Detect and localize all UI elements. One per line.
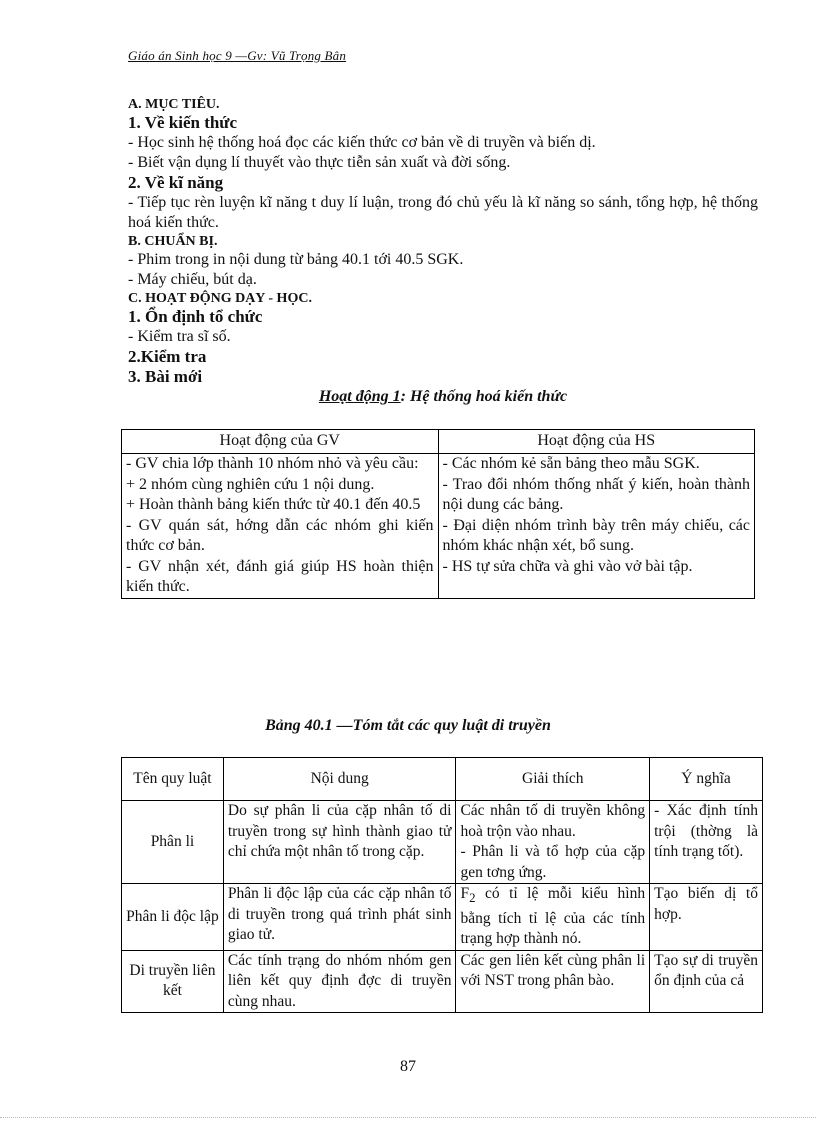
explanation-f-symbol: F xyxy=(460,885,470,902)
table-row xyxy=(122,884,763,951)
gv-activity-item: - GV quán sát, hớng dẫn các nhóm ghi kiến thức cơ bản. xyxy=(126,516,434,554)
genetics-laws-table xyxy=(121,757,763,1013)
gv-activity-item: + 2 nhóm cùng nghiên cứu 1 nội dung. xyxy=(126,475,375,493)
law-name-cell: Phân li xyxy=(122,801,224,884)
hs-activity-item: - HS tự sửa chữa và ghi vào vở bài tập. xyxy=(442,557,693,575)
page-edge-divider xyxy=(0,1117,816,1118)
section-c3-title: 3. Bài mới xyxy=(128,367,203,386)
meaning-cell: Tạo sự di truyền ổn định của cả xyxy=(650,950,763,1013)
law-name-cell: Phân li độc lập xyxy=(122,884,224,951)
section-1-title: 1. Về kiến thức xyxy=(128,113,238,132)
section-a-title: A. MỤC TIÊU. xyxy=(128,97,220,112)
table-row xyxy=(122,950,763,1013)
meaning-cell: Tạo biến dị tổ hợp. xyxy=(650,884,763,951)
section-c-title: C. HOẠT ĐỘNG DẠY - HỌC. xyxy=(128,291,312,306)
gv-column-header: Hoạt động của GV xyxy=(122,430,439,454)
explanation-cell: Các gen liên kết cùng phân li với NST trong phân bào. xyxy=(456,950,650,1013)
section-c2-title: 2.Kiểm tra xyxy=(128,347,207,366)
law-name-cell: Di truyền liên kết xyxy=(122,950,224,1013)
section-c1-line-1: - Kiểm tra sĩ số. xyxy=(128,328,231,345)
activity-label: Hoạt động 1 xyxy=(318,388,401,405)
activity-title xyxy=(128,387,758,407)
content-header: Nội dung xyxy=(223,758,456,801)
activity-table-row xyxy=(122,454,755,599)
section-b-title: B. CHUẨN BỊ. xyxy=(128,234,218,249)
explanation-text: có tỉ lệ mỗi kiểu hình bằng tích tỉ lệ của các tính trạng hợp thành nó. xyxy=(460,885,646,948)
page-number: 87 xyxy=(400,1058,416,1075)
section-b-line-2: - Máy chiếu, bút dạ. xyxy=(128,271,257,288)
gv-activity-item: + Hoàn thành bảng kiến thức từ 40.1 đến 40.5 xyxy=(126,496,421,513)
activity-table-header-row xyxy=(122,430,755,454)
explanation-line: - Phân li và tổ hợp của cặp gen tơng ứng. xyxy=(460,843,646,881)
section-2-title: 2. Về kĩ năng xyxy=(128,173,224,192)
page-header: Giáo án Sinh học 9 —Gv: Vũ Trọng Bân xyxy=(128,48,347,63)
hs-activity-item: - Các nhóm kẻ sẵn bảng theo mẫu SGK. xyxy=(442,455,700,472)
law-name-header: Tên quy luật xyxy=(122,758,224,801)
section-2-line-1: - Tiếp tục rèn luyện kĩ năng t duy lí luận, trong đó chủ yếu là kĩ năng so sánh, tổng hợp, hệ thống hoá kiến thức. xyxy=(128,194,758,231)
gv-activity-item: - GV chia lớp thành 10 nhóm nhỏ và yêu cầu: xyxy=(126,455,419,472)
gv-activity-item: - GV nhận xét, đánh giá giúp HS hoàn thiện kiến thức. xyxy=(126,557,434,595)
explanation-cell xyxy=(456,801,650,884)
meaning-cell: - Xác định tính trội (thờng là tính trạng tốt). xyxy=(650,801,763,884)
document-body xyxy=(128,96,758,407)
hs-activities-cell xyxy=(438,454,755,599)
explanation-f-subscript: 2 xyxy=(469,890,476,906)
hs-column-header: Hoạt động của HS xyxy=(438,430,755,454)
activity-title-text: : Hệ thống hoá kiến thức xyxy=(400,388,568,405)
explanation-cell xyxy=(456,884,650,951)
explanation-header: Giải thích xyxy=(456,758,650,801)
section-1-line-1: - Học sinh hệ thống hoá đọc các kiến thức cơ bản về di truyền và biến dị. xyxy=(128,134,596,151)
activity-table xyxy=(121,429,755,599)
hs-activity-item: - Trao đổi nhóm thống nhất ý kiến, hoàn thành nội dung các bảng. xyxy=(442,475,750,513)
hs-activity-item: - Đại diện nhóm trình bày trên máy chiếu, các nhóm khác nhận xét, bổ sung. xyxy=(442,516,750,554)
content-cell: Phân li độc lập của các cặp nhân tố di truyền trong quá trình phát sinh giao tử. xyxy=(223,884,456,951)
section-b-line-1: - Phim trong in nội dung từ bảng 40.1 tới 40.5 SGK. xyxy=(128,251,464,268)
explanation-line: Các nhân tố di truyền không hoà trộn vào nhau. xyxy=(460,802,646,840)
meaning-header: Ý nghĩa xyxy=(650,758,763,801)
gv-activities-cell xyxy=(122,454,439,599)
content-cell: Do sự phân li của cặp nhân tố di truyền trong sự hình thành giao tử chỉ chứa một nhân tố trong cặp. xyxy=(223,801,456,884)
table-40-1-caption: Bảng 40.1 —Tóm tắt các quy luật di truyền xyxy=(265,717,551,734)
section-c1-title: 1. Ổn định tổ chức xyxy=(128,307,263,326)
table-row xyxy=(122,801,763,884)
section-1-line-2: - Biết vận dụng lí thuyết vào thực tiễn sản xuất và đời sống. xyxy=(128,154,511,171)
genetics-table-header-row xyxy=(122,758,763,801)
content-cell: Các tính trạng do nhóm nhóm gen liên kết quy định đợc di truyền cùng nhau. xyxy=(223,950,456,1013)
